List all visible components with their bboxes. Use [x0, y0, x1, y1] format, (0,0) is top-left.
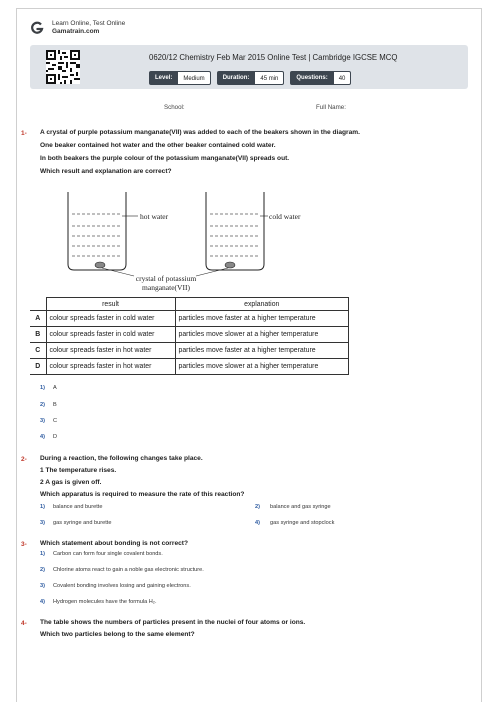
school-field-label: School:	[164, 104, 185, 111]
duration-value: 45 min	[255, 71, 284, 85]
q1-option-3-number[interactable]: 3)	[40, 418, 45, 424]
table-row	[30, 311, 349, 327]
hot-water-beaker	[68, 192, 138, 270]
q3-option-1[interactable]: Carbon can form four single covalent bonds.	[53, 551, 163, 557]
question-1-line: A crystal of purple potassium manganate(VII) was added to each of the beakers shown in the diagram.	[40, 129, 360, 136]
duration-label: Duration:	[217, 71, 256, 85]
brand-site[interactable]: Gamatrain.com	[52, 28, 100, 35]
hot-water-label: hot water	[140, 212, 169, 221]
duration-badge	[217, 71, 285, 85]
q3-option-4[interactable]: Hydrogen molecules have the formula H₂.	[53, 599, 157, 605]
row-result: colour spreads faster in cold water	[46, 327, 175, 343]
table-header-explanation: explanation	[175, 298, 349, 311]
q2-option-1-number[interactable]: 1)	[40, 504, 45, 510]
qr-code-icon[interactable]	[46, 50, 80, 84]
crystal-pointer-right	[196, 268, 228, 276]
row-key: A	[30, 311, 46, 327]
question-4-line: The table shows the numbers of particles present in the nuclei of four atoms or ions.	[40, 619, 306, 626]
q2-option-3-number[interactable]: 3)	[40, 520, 45, 526]
row-explanation: particles move faster at a higher temperature	[175, 343, 349, 359]
row-explanation: particles move slower at a higher temperature	[175, 359, 349, 375]
level-badge	[149, 71, 211, 85]
question-1-number: 1-	[21, 130, 27, 137]
question-2-number: 2-	[21, 456, 27, 463]
level-label: Level:	[149, 71, 178, 85]
table-row	[30, 343, 349, 359]
questions-value: 40	[334, 71, 352, 85]
row-explanation: particles move faster at a higher temperature	[175, 311, 349, 327]
questions-badge	[290, 71, 351, 85]
question-4-number: 4-	[21, 620, 27, 627]
row-key: D	[30, 359, 46, 375]
q2-option-4-number[interactable]: 4)	[255, 520, 260, 526]
question-1-line: One beaker contained hot water and the other beaker contained cold water.	[40, 142, 276, 149]
row-result: colour spreads faster in hot water	[46, 359, 175, 375]
q1-option-1[interactable]: A	[53, 385, 57, 391]
gamatrain-logo-icon	[30, 21, 44, 35]
question-3-number: 3-	[21, 541, 27, 548]
q3-option-1-number[interactable]: 1)	[40, 551, 45, 557]
question-3-line: Which statement about bonding is not correct?	[40, 540, 188, 547]
q2-option-2[interactable]: balance and gas syringe	[270, 504, 331, 510]
q1-option-4[interactable]: D	[53, 434, 58, 440]
question-2-line: Which apparatus is required to measure the rate of this reaction?	[40, 491, 245, 498]
q1-option-4-number[interactable]: 4)	[40, 434, 45, 440]
q1-answer-table	[30, 297, 349, 375]
q3-option-2[interactable]: Chlorine atoms react to gain a noble gas electronic structure.	[53, 567, 204, 573]
questions-label: Questions:	[290, 71, 333, 85]
q3-option-4-number[interactable]: 4)	[40, 599, 45, 605]
fullname-field-label: Full Name:	[316, 104, 346, 111]
beakers-diagram	[46, 186, 366, 296]
question-2-line: 2 A gas is given off.	[40, 479, 102, 486]
row-result: colour spreads faster in hot water	[46, 343, 175, 359]
q2-option-2-number[interactable]: 2)	[255, 504, 260, 510]
table-row	[30, 327, 349, 343]
q2-option-4[interactable]: gas syringe and stopclock	[270, 520, 335, 526]
cold-water-label: cold water	[269, 212, 301, 221]
q1-option-2[interactable]: B	[53, 402, 57, 408]
q3-option-3[interactable]: Covalent bonding involves losing and gaining electrons.	[53, 583, 191, 589]
question-1-line: Which result and explanation are correct?	[40, 168, 172, 175]
cold-water-beaker	[206, 192, 268, 270]
level-value: Medium	[178, 71, 210, 85]
test-header	[30, 45, 468, 89]
row-key: C	[30, 343, 46, 359]
brand-header	[30, 20, 125, 36]
row-explanation: particles move slower at a higher temperature	[175, 327, 349, 343]
crystal-pointer-left	[102, 268, 134, 276]
question-4-line: Which two particles belong to the same element?	[40, 631, 195, 638]
q3-option-3-number[interactable]: 3)	[40, 583, 45, 589]
brand-tagline: Learn Online, Test Online	[52, 20, 126, 27]
table-row	[30, 359, 349, 375]
row-key: B	[30, 327, 46, 343]
q1-option-1-number[interactable]: 1)	[40, 385, 45, 391]
row-result: colour spreads faster in cold water	[46, 311, 175, 327]
question-1-line: In both beakers the purple colour of the potassium manganate(VII) spreads out.	[40, 155, 290, 162]
question-2-line: During a reaction, the following changes take place.	[40, 455, 203, 462]
test-meta	[149, 71, 351, 85]
q2-option-3[interactable]: gas syringe and burette	[53, 520, 112, 526]
q1-option-2-number[interactable]: 2)	[40, 402, 45, 408]
crystal-label-line-1: crystal of potassium	[135, 274, 197, 283]
table-header-result: result	[46, 298, 175, 311]
test-title: 0620/12 Chemistry Feb Mar 2015 Online Test | Cambridge IGCSE MCQ	[149, 53, 398, 62]
question-2-line: 1 The temperature rises.	[40, 467, 117, 474]
q3-option-2-number[interactable]: 2)	[40, 567, 45, 573]
q2-option-1[interactable]: balance and burette	[53, 504, 103, 510]
crystal-label-line-2: manganate(VII)	[142, 283, 190, 292]
q1-option-3[interactable]: C	[53, 418, 58, 424]
